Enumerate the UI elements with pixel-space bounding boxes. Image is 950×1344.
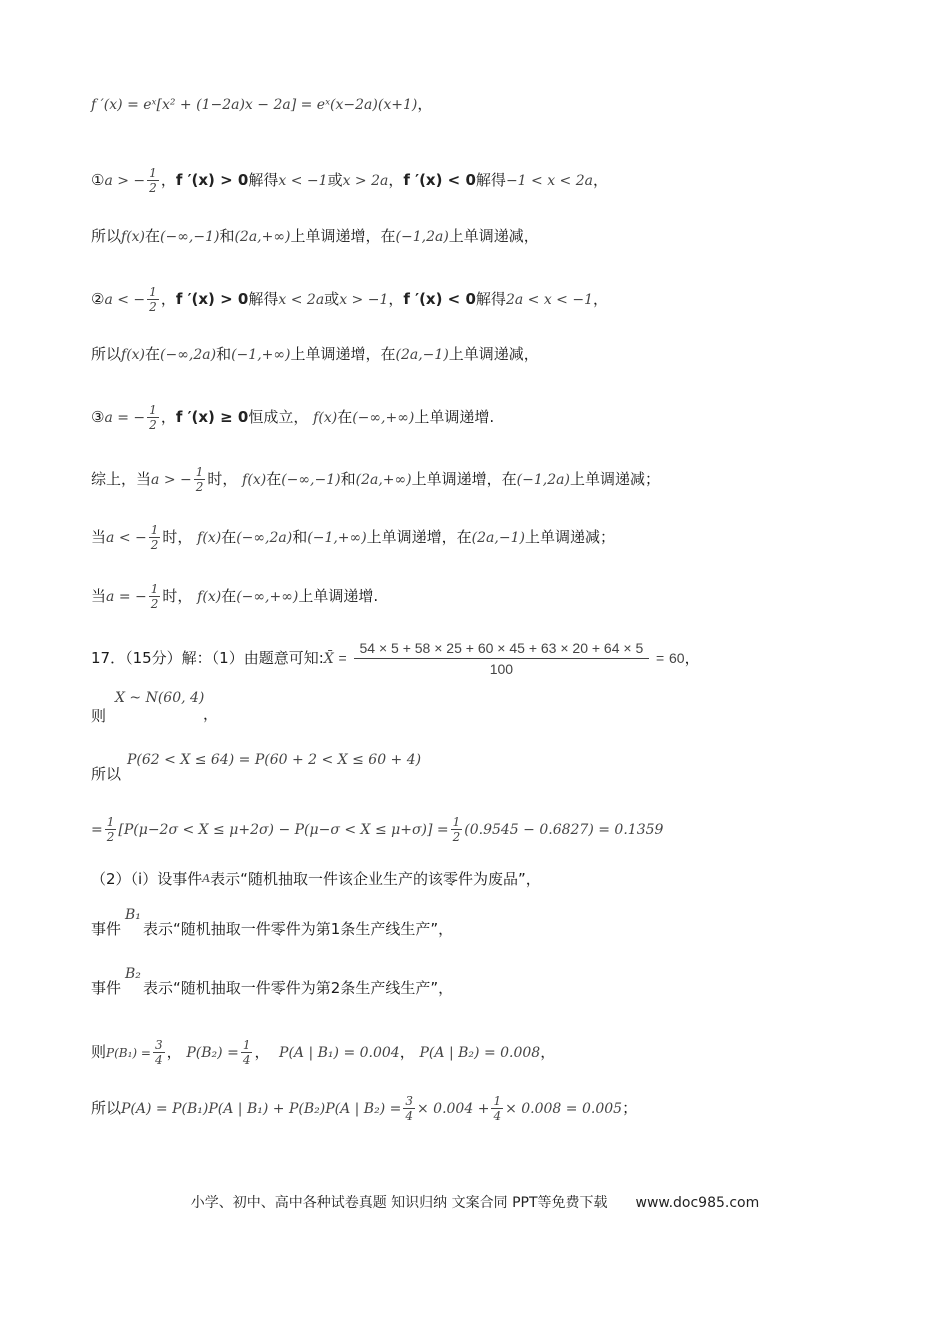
- fraction: $\frac{1}{4}$: [493, 1094, 502, 1123]
- summary-line3: 当a = − $\frac{1}{2}$ 时， f(x)在(−∞,+∞)上单调递增.: [91, 582, 379, 611]
- case1-result-line: 所以f(x)在(−∞,−1)和(2a,+∞)上单调递增，在(−1,2a)上单调递减，: [91, 227, 539, 245]
- mean-fraction: $\frac{54 \times 5 + 58 \times 25 + 60 \times 45 + 63 \times 20 + 64 \times 5}{100}$: [354, 638, 650, 679]
- page-footer: [0, 1192, 950, 1212]
- derivative-line: f ′(x) = eˣ[x² + (1−2a)x − 2a] = eˣ(x−2a)(x+1)，: [91, 95, 433, 113]
- fraction: $\frac{3}{4}$: [405, 1094, 413, 1123]
- fraction: $\frac{3}{4}$: [154, 1038, 163, 1067]
- part2-line: （2）（i）设事件$^A$表示“随机抽取一件该企业生产的该零件为废品”，: [91, 870, 541, 888]
- case1-line: ①a > − $\frac{1}{2}$ ，f ′(x) > 0解得x < −1或x > 2a，f ′(x) < 0解得−1 < x < 2a，: [91, 166, 609, 195]
- fraction: $\frac{1}{2}$: [149, 403, 157, 432]
- case2-line: ②a < − $\frac{1}{2}$ ，f ′(x) > 0解得x < 2a或x > −1，f ′(x) < 0解得2a < x < −1，: [91, 285, 609, 314]
- fraction: $\frac{1}{2}$: [149, 166, 157, 195]
- footer-text: 小学、初中、高中各种试卷真题 知识归纳 文案合同 PPT等免费下载: [190, 1195, 608, 1211]
- question-number: 17．（15分）解：（1）由题意可知:: [91, 649, 324, 667]
- case2-result-line: 所以f(x)在(−∞,2a)和(−1,+∞)上单调递增，在(2a,−1)上单调递减，: [91, 345, 539, 363]
- summary-line2: 当a < − $\frac{1}{2}$ 时， f(x)在(−∞,2a)和(−1,+∞)上单调递增，在(2a,−1)上单调递减；: [91, 523, 615, 552]
- summary-line1: 综上，当a > − $\frac{1}{2}$ 时， f(x)在(−∞,−1)和(2a,+∞)上单调递增，在(−1,2a)上单调递减；: [91, 465, 660, 494]
- fraction: $\frac{1}{2}$: [149, 285, 157, 314]
- fraction: $\frac{1}{2}$: [195, 465, 204, 494]
- case3-line: ③a = − $\frac{1}{2}$ ，f ′(x) ≥ 0恒成立， f(x)在(−∞,+∞)上单调递增.: [91, 403, 495, 432]
- prob-line2: = $\frac{1}{2}$ [P(μ−2σ < X ≤ μ+2σ) − P(μ−σ < X ≤ μ+σ)] = $\frac{1}{2}$ (0.9545 − 0.6827) = 0.1359: [91, 815, 664, 844]
- footer-url[interactable]: www.doc985.com: [635, 1195, 760, 1211]
- fraction: $\frac{1}{2}$: [452, 815, 461, 844]
- fraction: $\frac{1}{2}$: [106, 815, 115, 844]
- total-prob-line: 所以P(A) = P(B₁)P(A | B₁) + P(B₂)P(A | B₂) = $\frac{3}{4}$ × 0.004 + $\frac{1}{4}$ × 0.008 = 0.005；: [91, 1094, 638, 1123]
- q17-line: 17．（15分）解：（1）由题意可知:X̄ = $\frac{54 \times 5 + 58 \times 25 + 60 \times 45 + 63 \times 20 + 64 \times 5}{100}$ = 60，: [91, 640, 700, 677]
- derivative-expr: f ′(x) = eˣ[x² + (1−2a)x − 2a] = eˣ(x−2a)(x+1): [91, 97, 418, 113]
- fraction: $\frac{1}{2}$: [150, 523, 159, 552]
- given-probs-line: 则P(B₁) = $\frac{3}{4}$ ， P(B₂) = $\frac{1}{4}$ ， P(A | B₁) = 0.004， P(A | B₂) = 0.008，: [91, 1038, 556, 1067]
- fraction: $\frac{1}{4}$: [242, 1038, 251, 1067]
- fraction: $\frac{1}{2}$: [150, 582, 159, 611]
